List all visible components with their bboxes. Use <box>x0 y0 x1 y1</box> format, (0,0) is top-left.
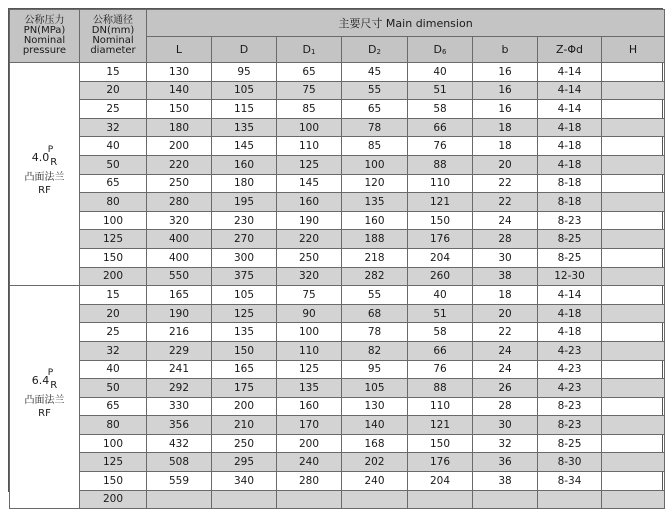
dimension-cell: 4-18 <box>538 304 602 323</box>
dimension-cell: 12-30 <box>538 267 602 286</box>
dimension-cell <box>602 100 665 119</box>
column-header-label: D <box>433 43 442 56</box>
dimension-cell: 95 <box>212 63 277 82</box>
dimension-cell: 195 <box>212 193 277 212</box>
face-type-en: RF <box>38 185 51 197</box>
column-header-1 <box>212 37 277 63</box>
dn-header-line-cn: 公称通径 <box>93 15 133 26</box>
dimension-cell: 550 <box>147 267 212 286</box>
dimension-cell: 82 <box>342 341 408 360</box>
dimension-cell: 150 <box>408 211 473 230</box>
dimension-cell: 51 <box>408 304 473 323</box>
table-row <box>10 118 665 137</box>
column-header-label: L <box>175 43 183 56</box>
dimension-cell: 282 <box>342 267 408 286</box>
dimension-cell: 8-30 <box>538 453 602 472</box>
dimension-cell: 4-14 <box>538 100 602 119</box>
dimension-cell: 4-18 <box>538 323 602 342</box>
dimension-cell: 4-23 <box>538 360 602 379</box>
table-row <box>10 416 665 435</box>
nominal-diameter-cell: 50 <box>80 155 147 174</box>
nominal-diameter-cell: 80 <box>80 416 147 435</box>
face-type-cn: 凸面法兰 <box>24 395 65 407</box>
dimension-cell: 280 <box>147 193 212 212</box>
nominal-diameter-cell: 15 <box>80 286 147 305</box>
dimension-cell: 22 <box>473 174 538 193</box>
table-body <box>10 63 665 509</box>
nominal-diameter-cell: 20 <box>80 81 147 100</box>
face-type-cn: 凸面法兰 <box>24 172 65 184</box>
dimension-cell: 216 <box>147 323 212 342</box>
nominal-diameter-cell: 40 <box>80 360 147 379</box>
dimension-cell: 121 <box>408 416 473 435</box>
dimension-cell: 150 <box>408 434 473 453</box>
pressure-rating-cell <box>10 63 80 286</box>
dimension-cell <box>602 416 665 435</box>
dimension-cell <box>602 323 665 342</box>
dimension-cell: 165 <box>147 286 212 305</box>
dimension-cell: 75 <box>277 81 342 100</box>
dimension-cell: 105 <box>342 379 408 398</box>
table-row <box>10 193 665 212</box>
dimension-cell: 65 <box>277 63 342 82</box>
dimension-cell: 28 <box>473 397 538 416</box>
dimension-cell: 145 <box>277 174 342 193</box>
column-header-label: D <box>368 43 377 56</box>
nominal-diameter-cell: 20 <box>80 304 147 323</box>
nominal-diameter-cell: 50 <box>80 379 147 398</box>
dimension-cell: 4-18 <box>538 155 602 174</box>
table-row <box>10 211 665 230</box>
dimension-cell: 55 <box>342 81 408 100</box>
pressure-superscript: P <box>47 145 54 156</box>
dimension-cell: 356 <box>147 416 212 435</box>
dimension-cell: 16 <box>473 81 538 100</box>
dimension-cell: 16 <box>473 63 538 82</box>
dimension-cell: 8-18 <box>538 193 602 212</box>
face-type-en: RF <box>38 408 51 420</box>
nominal-diameter-cell: 125 <box>80 453 147 472</box>
dimension-cell: 95 <box>342 360 408 379</box>
dimension-cell: 45 <box>342 63 408 82</box>
dimension-cell: 176 <box>408 230 473 249</box>
nominal-pressure-header <box>10 10 80 63</box>
table-row <box>10 248 665 267</box>
nominal-diameter-header <box>80 10 147 63</box>
dimension-cell: 320 <box>147 211 212 230</box>
dimension-cell <box>602 81 665 100</box>
nominal-diameter-cell: 15 <box>80 63 147 82</box>
column-header-label: D <box>239 43 249 56</box>
dimension-cell <box>602 137 665 156</box>
dimension-cell: 204 <box>408 248 473 267</box>
column-header-label: b <box>501 43 509 56</box>
dimension-cell: 295 <box>212 453 277 472</box>
dimension-cell: 220 <box>277 230 342 249</box>
dimension-cell <box>408 490 473 509</box>
dimension-cell <box>602 193 665 212</box>
dimension-cell: 220 <box>147 155 212 174</box>
table-row <box>10 434 665 453</box>
dimension-cell: 24 <box>473 360 538 379</box>
column-header-subscript: 1 <box>311 48 316 56</box>
dimension-cell <box>602 118 665 137</box>
table-row <box>10 360 665 379</box>
dimension-cell <box>602 267 665 286</box>
dn-header-line-en1: Nominal <box>92 35 134 46</box>
dimension-cell: 160 <box>277 193 342 212</box>
dimension-cell <box>602 211 665 230</box>
dimension-cell: 76 <box>408 360 473 379</box>
dimension-cell: 18 <box>473 118 538 137</box>
column-header-6 <box>538 37 602 63</box>
column-header-7 <box>602 37 665 63</box>
dimension-cell: 18 <box>473 137 538 156</box>
dimension-cell: 65 <box>342 100 408 119</box>
dimension-cell: 250 <box>212 434 277 453</box>
column-header-subscript: 6 <box>442 48 447 56</box>
dimension-cell <box>602 490 665 509</box>
dimension-cell: 110 <box>408 174 473 193</box>
dimension-cell: 28 <box>473 230 538 249</box>
dimension-cell: 140 <box>147 81 212 100</box>
nominal-diameter-cell: 200 <box>80 490 147 509</box>
dimension-cell <box>602 453 665 472</box>
dimension-cell: 8-18 <box>538 174 602 193</box>
dimension-cell: 66 <box>408 118 473 137</box>
table-row <box>10 453 665 472</box>
dimension-cell: 32 <box>473 434 538 453</box>
dimension-cell: 260 <box>408 267 473 286</box>
column-header-0 <box>147 37 212 63</box>
dimension-cell <box>212 490 277 509</box>
column-header-4 <box>408 37 473 63</box>
dimension-cell: 280 <box>277 472 342 491</box>
dimension-cell: 58 <box>408 323 473 342</box>
dimension-cell: 150 <box>212 341 277 360</box>
dimension-cell: 120 <box>342 174 408 193</box>
nominal-diameter-cell: 65 <box>80 174 147 193</box>
dimension-cell: 300 <box>212 248 277 267</box>
dimension-cell: 8-25 <box>538 230 602 249</box>
dimension-cell: 135 <box>277 379 342 398</box>
dimension-cell: 202 <box>342 453 408 472</box>
dimension-cell: 218 <box>342 248 408 267</box>
dimension-cell: 16 <box>473 100 538 119</box>
dimension-cell <box>602 230 665 249</box>
dimension-cell: 400 <box>147 230 212 249</box>
dimension-cell: 30 <box>473 248 538 267</box>
dimension-cell: 250 <box>277 248 342 267</box>
dimension-cell: 135 <box>212 118 277 137</box>
dimension-cell <box>602 304 665 323</box>
table-row <box>10 230 665 249</box>
dimension-cell: 26 <box>473 379 538 398</box>
dimension-cell: 140 <box>342 416 408 435</box>
dimension-cell: 4-14 <box>538 63 602 82</box>
dimension-cell: 18 <box>473 286 538 305</box>
dimension-cell: 241 <box>147 360 212 379</box>
dimension-cell: 229 <box>147 341 212 360</box>
dimension-cell: 8-23 <box>538 397 602 416</box>
dimension-cell: 170 <box>277 416 342 435</box>
table-row <box>10 490 665 509</box>
nominal-diameter-cell: 32 <box>80 341 147 360</box>
dimension-cell: 160 <box>212 155 277 174</box>
nominal-diameter-cell: 25 <box>80 323 147 342</box>
dimension-cell <box>602 341 665 360</box>
dimension-cell: 8-25 <box>538 434 602 453</box>
dn-header-line-unit: DN(mm) <box>91 25 135 36</box>
dimension-cell: 110 <box>277 137 342 156</box>
column-header-3 <box>342 37 408 63</box>
table-row <box>10 174 665 193</box>
dimension-cell: 4-14 <box>538 286 602 305</box>
dimension-cell: 22 <box>473 193 538 212</box>
dimension-cell: 130 <box>342 397 408 416</box>
dimension-cell: 230 <box>212 211 277 230</box>
dimension-cell <box>602 379 665 398</box>
dimension-cell: 88 <box>408 155 473 174</box>
dimension-cell: 20 <box>473 304 538 323</box>
dimension-cell: 165 <box>212 360 277 379</box>
dimension-cell: 130 <box>147 63 212 82</box>
nominal-diameter-cell: 40 <box>80 137 147 156</box>
dimension-cell: 168 <box>342 434 408 453</box>
nominal-diameter-cell: 150 <box>80 472 147 491</box>
dimension-cell: 100 <box>277 118 342 137</box>
dimension-cell: 160 <box>342 211 408 230</box>
dimension-cell: 240 <box>277 453 342 472</box>
pressure-subscript: R <box>50 380 58 392</box>
dimension-cell: 121 <box>408 193 473 212</box>
table-row <box>10 379 665 398</box>
column-header-2 <box>277 37 342 63</box>
pressure-superscript: P <box>47 368 54 379</box>
dimension-cell <box>602 472 665 491</box>
dimension-cell: 88 <box>408 379 473 398</box>
dimension-cell: 8-25 <box>538 248 602 267</box>
column-header-subscript: 2 <box>376 48 381 56</box>
dimension-table-sheet <box>8 8 663 506</box>
dimension-cell: 432 <box>147 434 212 453</box>
dimension-cell: 135 <box>212 323 277 342</box>
table-row <box>10 100 665 119</box>
dimension-cell: 30 <box>473 416 538 435</box>
dimension-cell: 270 <box>212 230 277 249</box>
nominal-diameter-cell: 100 <box>80 211 147 230</box>
dimension-cell: 20 <box>473 155 538 174</box>
dimension-cell: 4-23 <box>538 341 602 360</box>
pressure-value: 6.4 <box>31 374 50 388</box>
table-header <box>10 10 665 63</box>
dimension-cell: 176 <box>408 453 473 472</box>
nominal-diameter-cell: 100 <box>80 434 147 453</box>
pn-header-line-cn: 公称压力 <box>24 15 65 26</box>
dimension-cell: 200 <box>212 397 277 416</box>
pressure-rating <box>31 368 58 392</box>
dimension-cell: 4-18 <box>538 118 602 137</box>
table-row <box>10 286 665 305</box>
pressure-value: 4.0 <box>31 151 50 165</box>
column-header-label: Z-Φd <box>556 43 583 56</box>
dimension-cell: 4-23 <box>538 379 602 398</box>
dimension-cell: 175 <box>212 379 277 398</box>
table-row <box>10 341 665 360</box>
pn-header-line-en2: pressure <box>22 45 67 56</box>
dimension-cell: 55 <box>342 286 408 305</box>
dimension-cell: 24 <box>473 211 538 230</box>
column-header-label: D <box>302 43 311 56</box>
dimension-cell: 115 <box>212 100 277 119</box>
dimension-cell: 58 <box>408 100 473 119</box>
pressure-rating <box>31 145 58 169</box>
dimension-cell <box>602 63 665 82</box>
dimension-cell: 110 <box>277 341 342 360</box>
dimension-cell: 125 <box>277 155 342 174</box>
dimension-cell <box>602 397 665 416</box>
dimension-cell: 40 <box>408 63 473 82</box>
dimension-cell: 22 <box>473 323 538 342</box>
flange-dimension-table <box>9 9 665 509</box>
dimension-cell: 400 <box>147 248 212 267</box>
dimension-cell <box>602 434 665 453</box>
dimension-cell: 320 <box>277 267 342 286</box>
dimension-cell: 200 <box>147 137 212 156</box>
dimension-cell: 8-34 <box>538 472 602 491</box>
dimension-cell: 292 <box>147 379 212 398</box>
nominal-diameter-cell: 25 <box>80 100 147 119</box>
dn-header-line-en2: diameter <box>90 45 136 56</box>
dimension-cell: 559 <box>147 472 212 491</box>
dimension-cell: 38 <box>473 267 538 286</box>
dimension-cell: 85 <box>277 100 342 119</box>
dimension-cell: 75 <box>277 286 342 305</box>
table-row <box>10 267 665 286</box>
main-dimension-header: 主要尺寸 Main dimension <box>147 10 665 37</box>
pressure-rating-cell <box>10 286 80 509</box>
dimension-cell: 150 <box>147 100 212 119</box>
dimension-cell: 40 <box>408 286 473 305</box>
nominal-diameter-cell: 125 <box>80 230 147 249</box>
nominal-diameter-cell: 200 <box>80 267 147 286</box>
dimension-cell: 125 <box>277 360 342 379</box>
table-row <box>10 137 665 156</box>
dimension-cell: 8-23 <box>538 211 602 230</box>
dimension-cell: 8-23 <box>538 416 602 435</box>
dimension-cell: 38 <box>473 472 538 491</box>
pressure-subscript: R <box>50 157 58 169</box>
dimension-cell: 105 <box>212 286 277 305</box>
table-row <box>10 155 665 174</box>
dimension-cell <box>147 490 212 509</box>
dimension-cell: 4-18 <box>538 137 602 156</box>
dimension-cell <box>473 490 538 509</box>
dimension-cell: 110 <box>408 397 473 416</box>
dimension-cell <box>538 490 602 509</box>
dimension-cell: 68 <box>342 304 408 323</box>
column-header-5 <box>473 37 538 63</box>
dimension-cell: 200 <box>277 434 342 453</box>
dimension-cell <box>602 174 665 193</box>
dimension-cell: 180 <box>147 118 212 137</box>
table-row <box>10 304 665 323</box>
dimension-cell: 90 <box>277 304 342 323</box>
dimension-cell: 125 <box>212 304 277 323</box>
dimension-cell: 78 <box>342 118 408 137</box>
dimension-cell: 145 <box>212 137 277 156</box>
dimension-cell: 36 <box>473 453 538 472</box>
dimension-cell: 508 <box>147 453 212 472</box>
dimension-cell: 204 <box>408 472 473 491</box>
dimension-cell <box>602 248 665 267</box>
table-row <box>10 63 665 82</box>
pn-header-line-unit: PN(MPa) <box>23 25 66 36</box>
nominal-diameter-cell: 32 <box>80 118 147 137</box>
dimension-cell: 210 <box>212 416 277 435</box>
dimension-cell: 180 <box>212 174 277 193</box>
header-row-main <box>10 10 665 37</box>
dimension-cell <box>602 155 665 174</box>
dimension-cell: 250 <box>147 174 212 193</box>
dimension-cell: 78 <box>342 323 408 342</box>
dimension-cell <box>277 490 342 509</box>
table-row <box>10 323 665 342</box>
dimension-cell <box>342 490 408 509</box>
dimension-cell: 24 <box>473 341 538 360</box>
dimension-cell <box>602 360 665 379</box>
dimension-cell: 76 <box>408 137 473 156</box>
pn-header-line-en1: Nominal <box>23 35 66 46</box>
dimension-cell: 100 <box>342 155 408 174</box>
nominal-diameter-cell: 150 <box>80 248 147 267</box>
dimension-cell: 66 <box>408 341 473 360</box>
dimension-cell: 240 <box>342 472 408 491</box>
table-row <box>10 81 665 100</box>
dimension-cell: 330 <box>147 397 212 416</box>
dimension-cell: 190 <box>147 304 212 323</box>
dimension-cell: 4-14 <box>538 81 602 100</box>
dimension-cell: 85 <box>342 137 408 156</box>
dimension-cell: 188 <box>342 230 408 249</box>
dimension-cell: 160 <box>277 397 342 416</box>
nominal-diameter-cell: 80 <box>80 193 147 212</box>
dimension-cell: 375 <box>212 267 277 286</box>
dimension-cell: 51 <box>408 81 473 100</box>
dimension-cell: 105 <box>212 81 277 100</box>
dimension-cell: 100 <box>277 323 342 342</box>
table-row <box>10 397 665 416</box>
dimension-cell <box>602 286 665 305</box>
dimension-cell: 190 <box>277 211 342 230</box>
nominal-diameter-cell: 65 <box>80 397 147 416</box>
column-header-label: H <box>628 43 638 56</box>
table-row <box>10 472 665 491</box>
dimension-cell: 135 <box>342 193 408 212</box>
dimension-cell: 340 <box>212 472 277 491</box>
